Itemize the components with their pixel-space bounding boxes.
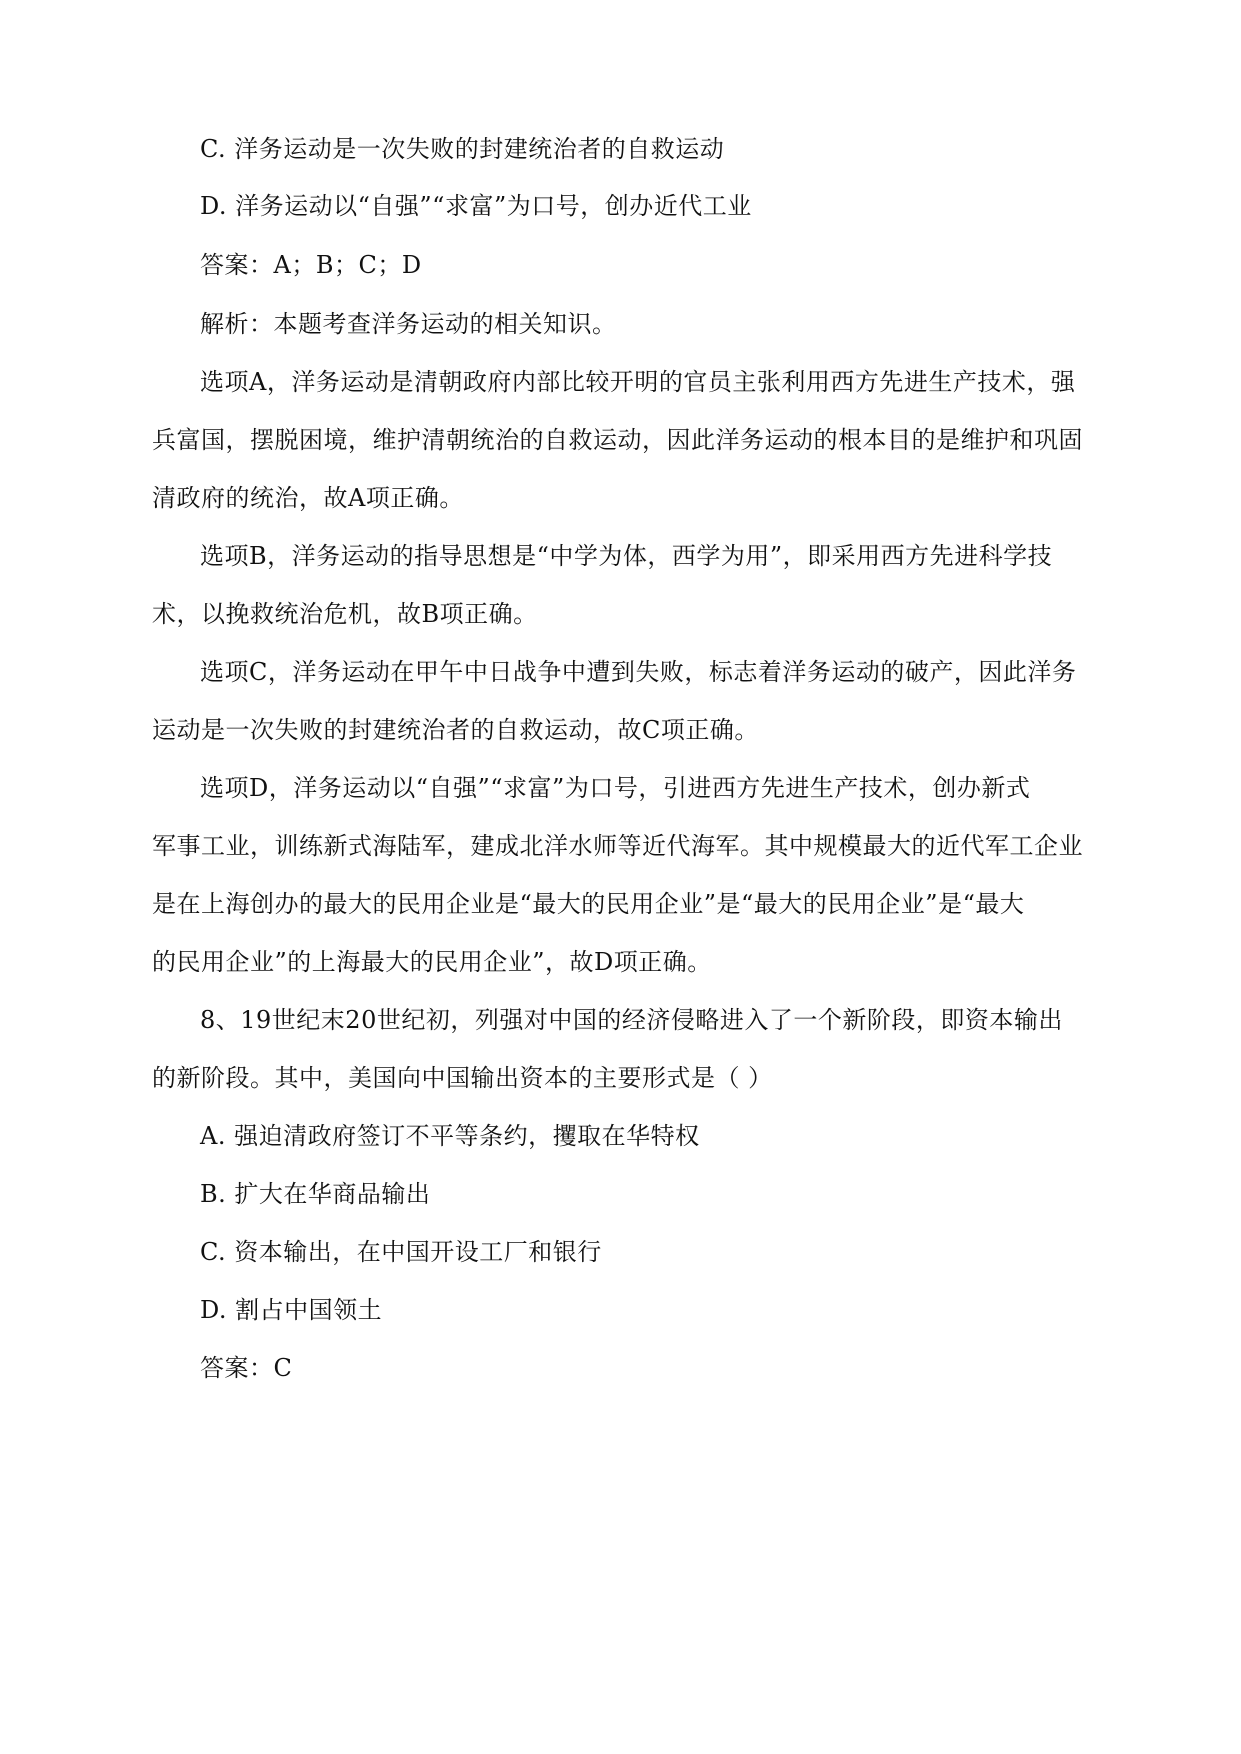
option-c-line: C. 资本输出，在中国开设工厂和银行	[200, 1238, 602, 1266]
paragraph-line: 选项B，洋务运动的指导思想是“中学为体，西学为用”，即采用西方先进科学技	[200, 542, 1053, 570]
paragraph-line: 选项C，洋务运动在甲午中日战争中遭到失败，标志着洋务运动的破产，因此洋务	[200, 658, 1077, 686]
paragraph-line: 选项D，洋务运动以“自强”“求富”为口号，引进西方先进生产技术，创办新式	[200, 774, 1031, 802]
question-8-line: 8、19世纪末20世纪初，列强对中国的经济侵略进入了一个新阶段，即资本输出	[200, 1006, 1063, 1034]
answer-line: 答案：C	[200, 1354, 293, 1382]
paragraph-line: 清政府的统治，故A项正确。	[152, 484, 464, 512]
paragraph-line: 选项A，洋务运动是清朝政府内部比较开明的官员主张利用西方先进生产技术，强	[200, 368, 1076, 396]
option-d-line: D. 洋务运动以“自强”“求富”为口号，创办近代工业	[200, 192, 752, 220]
paragraph-line: 军事工业，训练新式海陆军，建成北洋水师等近代海军。其中规模最大的近代军工企业	[152, 832, 1083, 860]
answer-line: 答案：A；B；C；D	[200, 251, 422, 279]
question-8-line: 的新阶段。其中，美国向中国输出资本的主要形式是（ ）	[152, 1064, 773, 1092]
paragraph-line: 运动是一次失败的封建统治者的自救运动，故C项正确。	[152, 716, 759, 744]
analysis-line: 解析：本题考查洋务运动的相关知识。	[200, 310, 617, 338]
option-b-line: B. 扩大在华商品输出	[200, 1180, 431, 1208]
option-d-line: D. 割占中国领土	[200, 1296, 383, 1324]
paragraph-line: 是在上海创办的最大的民用企业是“最大的民用企业”是“最大的民用企业”是“最大	[152, 890, 1025, 918]
paragraph-line: 的民用企业”的上海最大的民用企业”，故D项正确。	[152, 948, 712, 976]
paragraph-line: 兵富国，摆脱困境，维护清朝统治的自救运动，因此洋务运动的根本目的是维护和巩固	[152, 426, 1083, 454]
option-a-line: A. 强迫清政府签订不平等条约，攫取在华特权	[200, 1122, 700, 1150]
option-c-line: C. 洋务运动是一次失败的封建统治者的自救运动	[200, 135, 725, 163]
paragraph-line: 术，以挽救统治危机，故B项正确。	[152, 600, 538, 628]
